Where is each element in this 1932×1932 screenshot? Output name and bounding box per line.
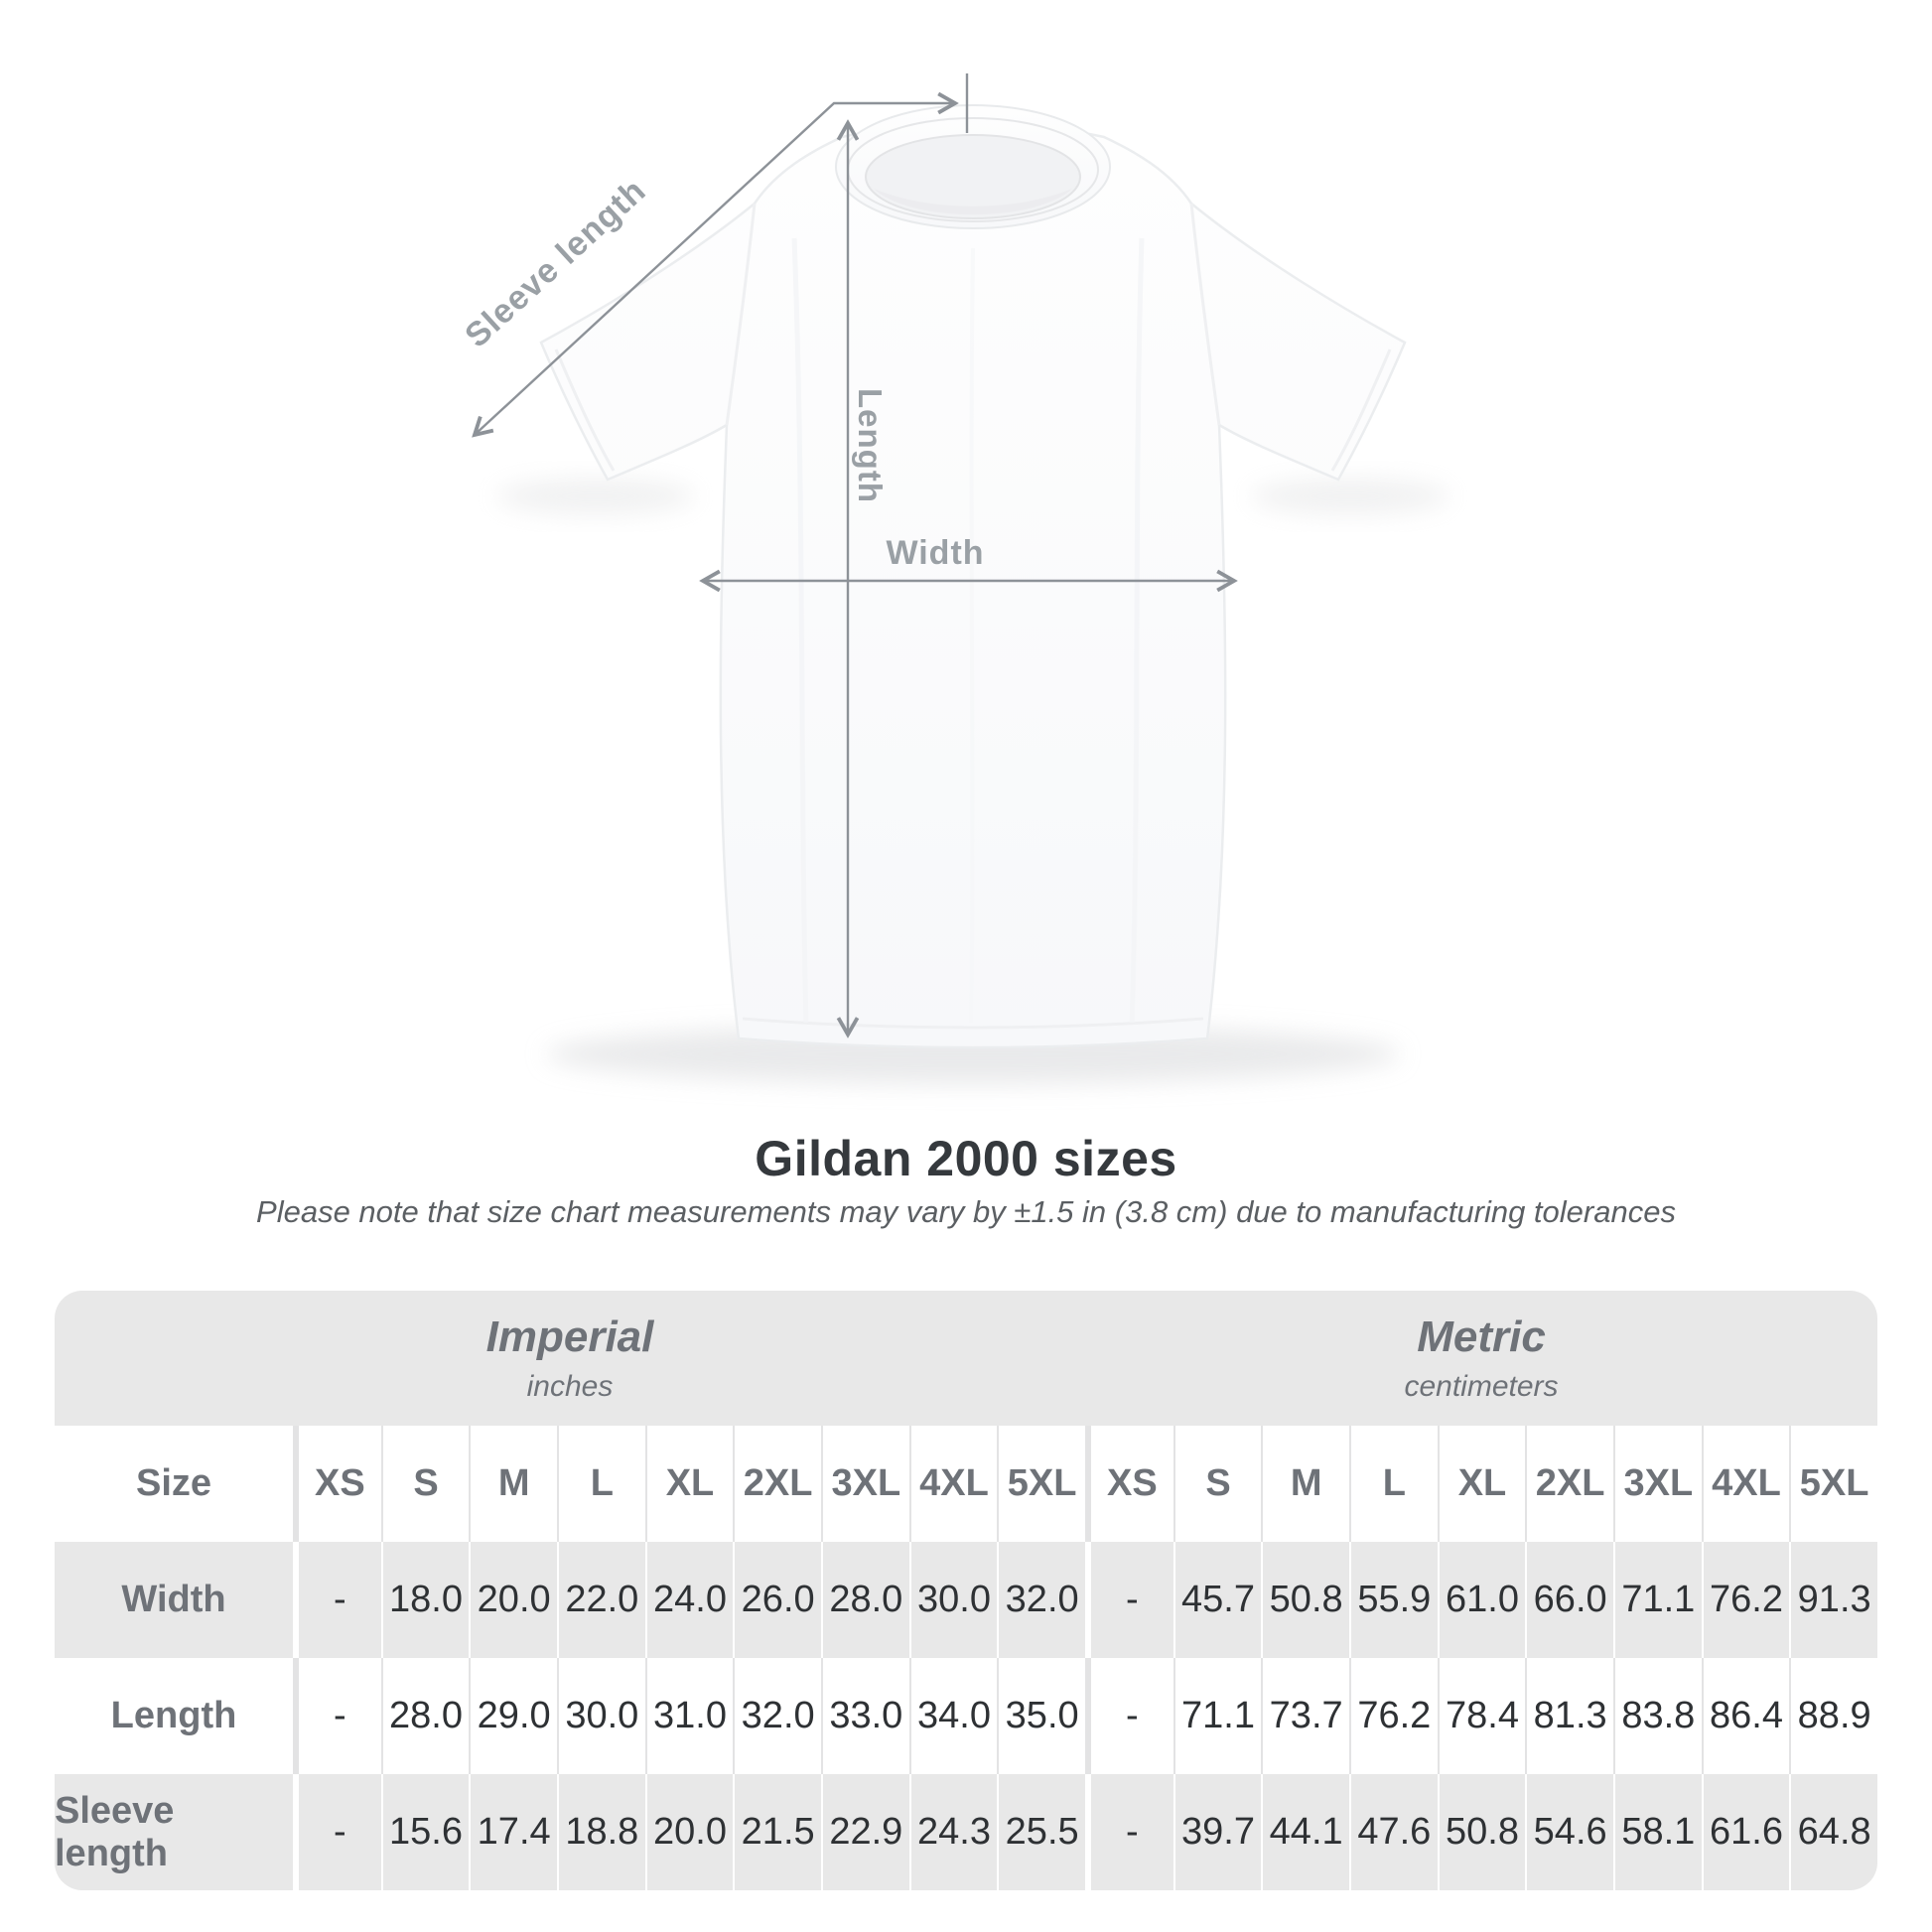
table-row-sleeve-length [55,1774,1877,1890]
value-cell: 30.0 [557,1658,645,1774]
size-col-header: XL [645,1426,734,1542]
size-col-header: L [557,1426,645,1542]
value-cell: 35.0 [997,1658,1085,1774]
value-cell: 39.7 [1173,1774,1262,1890]
value-cell: 71.1 [1173,1658,1262,1774]
value-cell: 20.0 [645,1774,734,1890]
value-cell: 50.8 [1261,1542,1349,1658]
value-cell: 15.6 [381,1774,470,1890]
row-label: Length [110,1695,237,1736]
size-col-header: 3XL [1613,1426,1702,1542]
length-label: Length [852,388,889,503]
size-col-header: 4XL [909,1426,998,1542]
shirt-body [541,124,1405,1048]
value-cell: 78.4 [1438,1658,1526,1774]
value-cell: - [293,1542,381,1658]
value-cell: 24.0 [645,1542,734,1658]
value-cell: 25.5 [997,1774,1085,1890]
page-subtitle: Please note that size chart measurements may vary by ±1.5 in (3.8 cm) due to manufacturing tolerances [256,1194,1676,1229]
value-cell: 33.0 [821,1658,909,1774]
imperial-title: Imperial [485,1312,654,1361]
page-title: Gildan 2000 sizes [755,1131,1177,1186]
size-col-header: XL [1438,1426,1526,1542]
value-cell: 22.0 [557,1542,645,1658]
value-cell: 32.0 [997,1542,1085,1658]
table-row-width [55,1542,1877,1658]
value-cell: 66.0 [1525,1542,1613,1658]
value-cell: 76.2 [1349,1658,1438,1774]
value-cell: 32.0 [733,1658,821,1774]
value-cell: 76.2 [1702,1542,1790,1658]
size-col-header: S [381,1426,470,1542]
value-cell: 64.8 [1789,1774,1877,1890]
value-cell: 50.8 [1438,1774,1526,1890]
sleeve-length-label: Sleeve length [458,171,654,355]
size-col-header: 2XL [1525,1426,1613,1542]
value-cell: 26.0 [733,1542,821,1658]
value-cell: - [1085,1658,1173,1774]
unit-header-imperial [55,1291,1085,1426]
value-cell: 31.0 [645,1658,734,1774]
size-col-header: M [469,1426,557,1542]
value-cell: 73.7 [1261,1658,1349,1774]
value-cell: 28.0 [821,1542,909,1658]
value-cell: 30.0 [909,1542,998,1658]
value-cell: 47.6 [1349,1774,1438,1890]
value-cell: 20.0 [469,1542,557,1658]
row-label: Sleeve length [55,1789,175,1874]
size-col-header: 5XL [1789,1426,1877,1542]
value-cell: 28.0 [381,1658,470,1774]
value-cell: 61.0 [1438,1542,1526,1658]
value-cell: - [293,1658,381,1774]
size-col-header: 3XL [821,1426,909,1542]
size-col-header: 4XL [1702,1426,1790,1542]
value-cell: 24.3 [909,1774,998,1890]
value-cell: 58.1 [1613,1774,1702,1890]
row-label: Width [121,1579,226,1620]
value-cell: 44.1 [1261,1774,1349,1890]
value-cell: 81.3 [1525,1658,1613,1774]
size-col-header: M [1261,1426,1349,1542]
value-cell: 34.0 [909,1658,998,1774]
value-cell: 18.0 [381,1542,470,1658]
size-table [55,1291,1877,1890]
width-label: Width [886,534,985,572]
size-col-header: 2XL [733,1426,821,1542]
value-cell: - [1085,1542,1173,1658]
shirt-collar [836,105,1110,228]
size-col-header: XS [293,1426,381,1542]
value-cell: 45.7 [1173,1542,1262,1658]
value-cell: 22.9 [821,1774,909,1890]
size-col-header: XS [1085,1426,1173,1542]
value-cell: 61.6 [1702,1774,1790,1890]
metric-title: Metric [1417,1312,1546,1361]
size-col-header: 5XL [997,1426,1085,1542]
size-col-header: S [1173,1426,1262,1542]
imperial-unit: inches [526,1370,614,1403]
unit-header-metric [1085,1291,1877,1426]
value-cell: 54.6 [1525,1774,1613,1890]
value-cell: 17.4 [469,1774,557,1890]
value-cell: 88.9 [1789,1658,1877,1774]
value-cell: 21.5 [733,1774,821,1890]
value-cell: - [293,1774,381,1890]
size-header-row [55,1426,1877,1542]
table-row-length [55,1658,1877,1774]
value-cell: 71.1 [1613,1542,1702,1658]
value-cell: 29.0 [469,1658,557,1774]
value-cell: 86.4 [1702,1658,1790,1774]
value-cell: 18.8 [557,1774,645,1890]
value-cell: 55.9 [1349,1542,1438,1658]
metric-unit: centimeters [1404,1370,1559,1403]
size-col-header: L [1349,1426,1438,1542]
unit-header-band [55,1291,1877,1426]
value-cell: - [1085,1774,1173,1890]
size-header-cell: Size [135,1462,212,1504]
value-cell: 83.8 [1613,1658,1702,1774]
value-cell: 91.3 [1789,1542,1877,1658]
